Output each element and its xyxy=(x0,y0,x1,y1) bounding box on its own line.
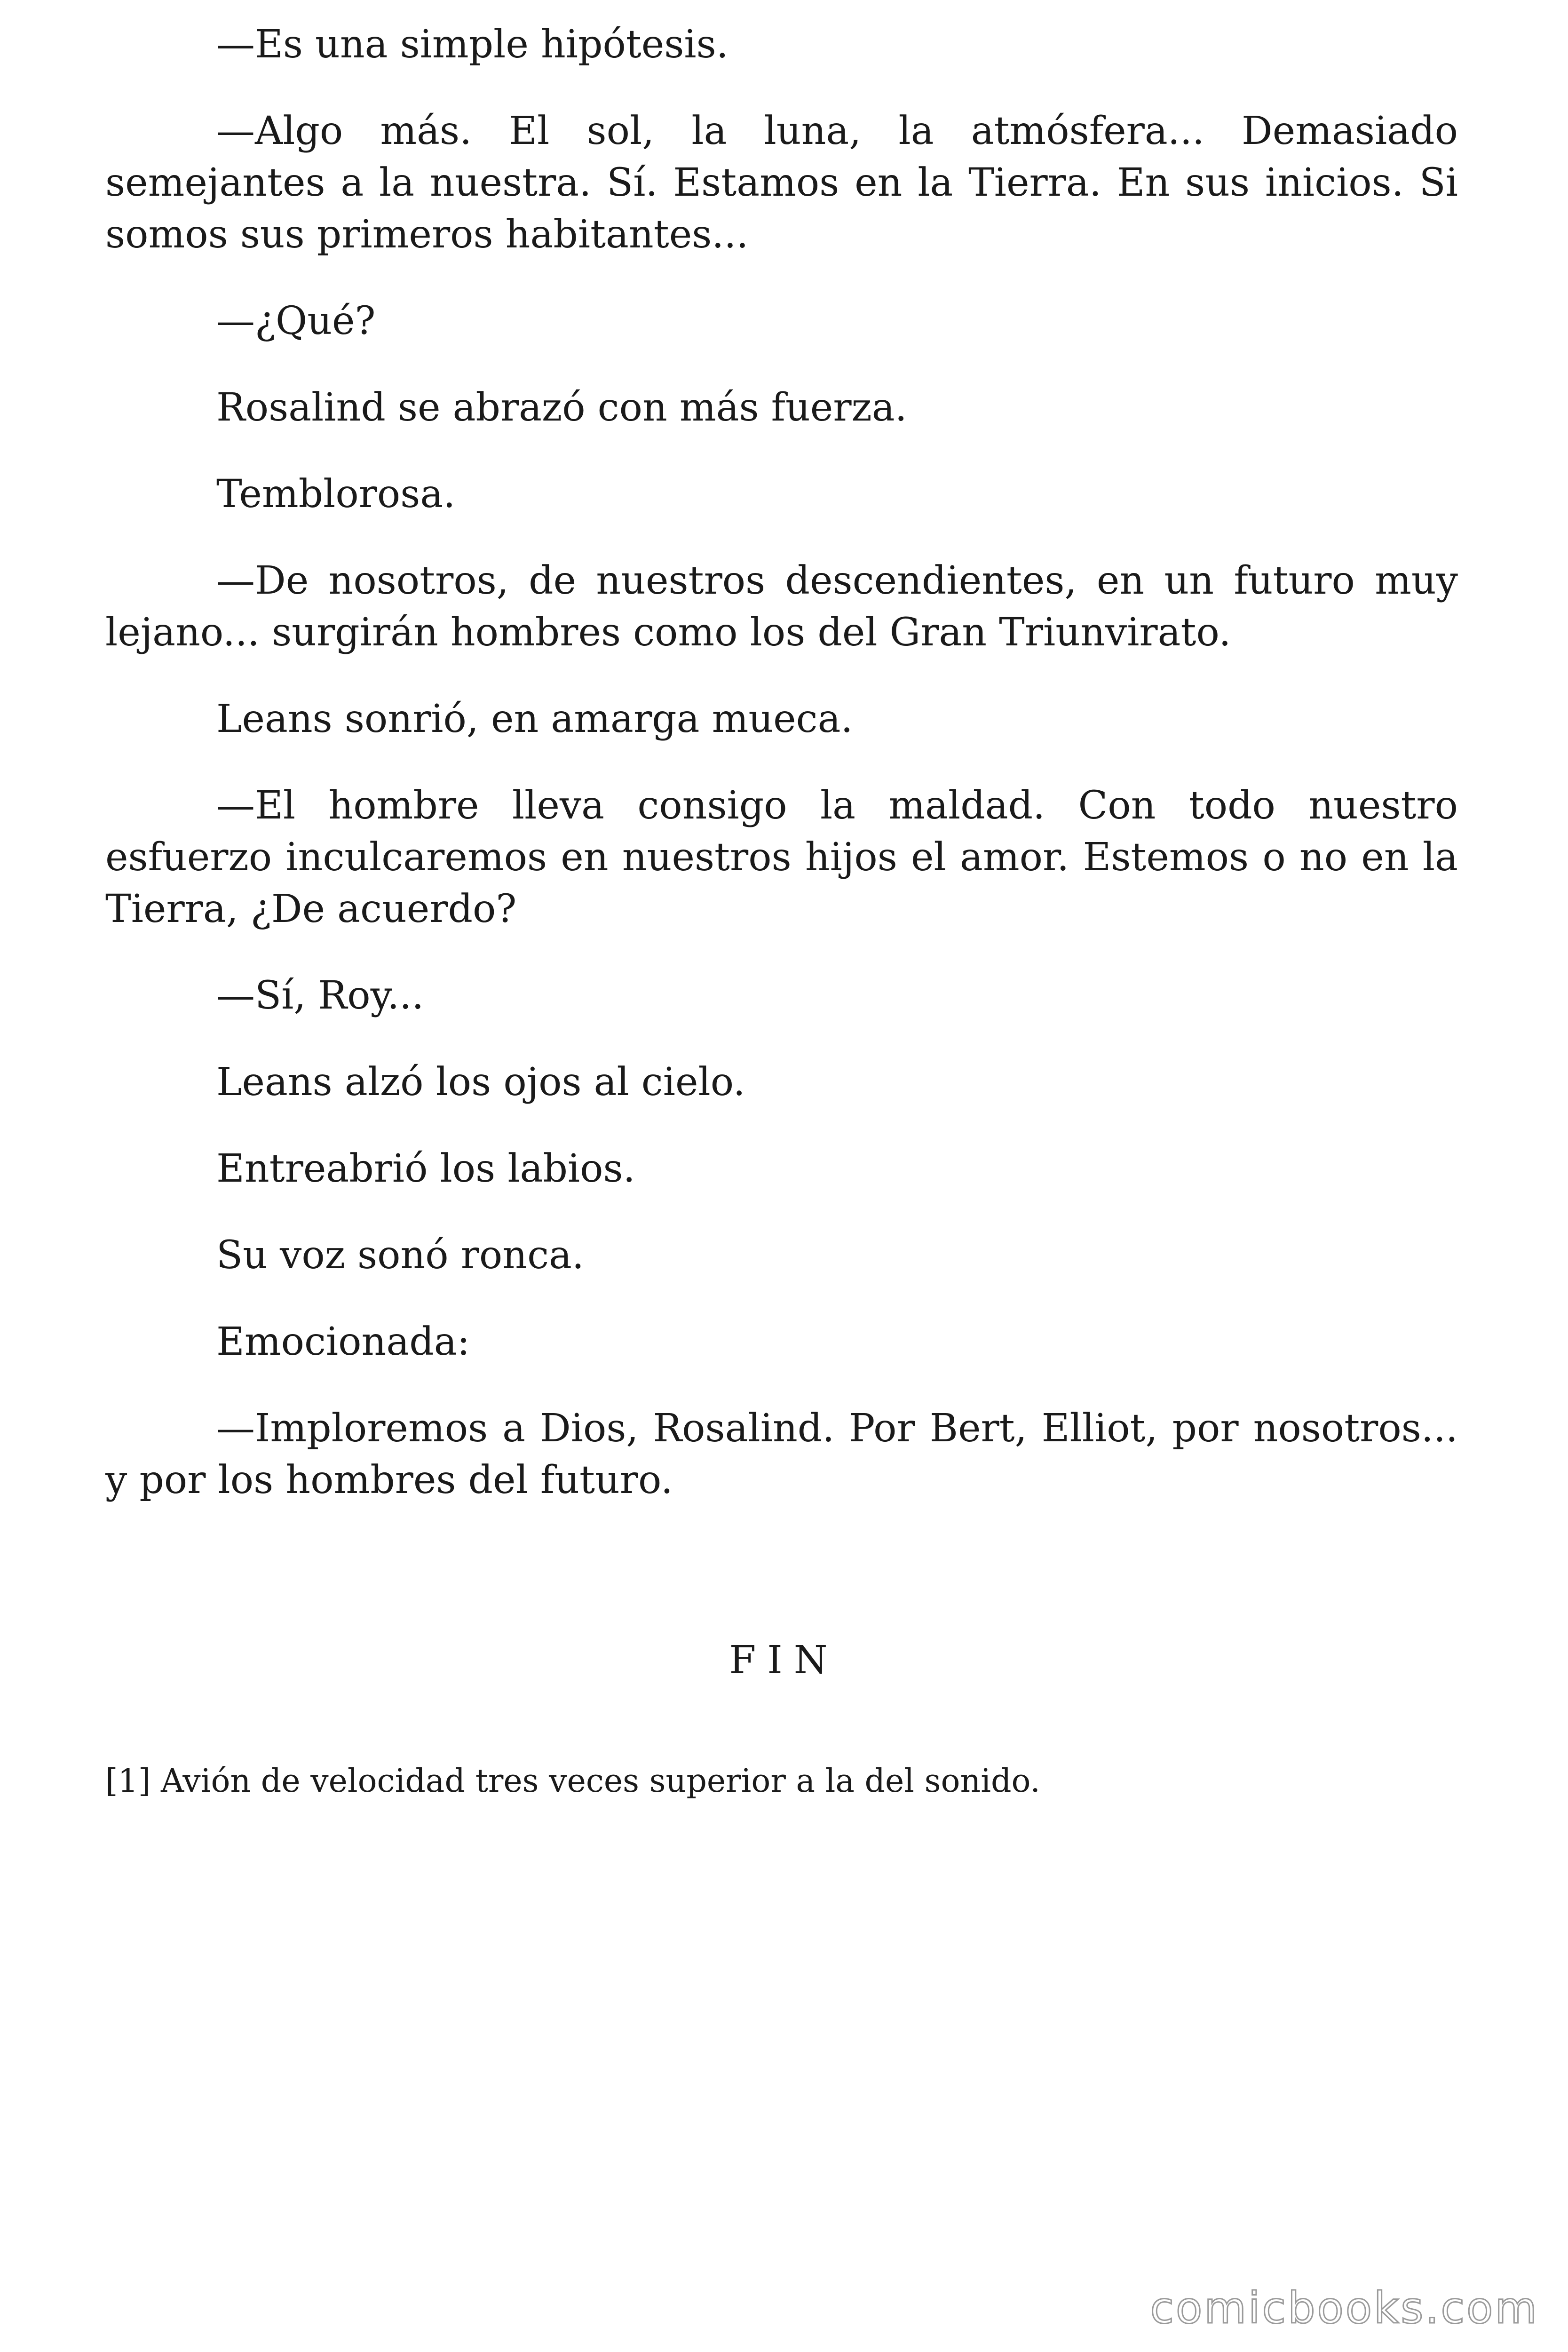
paragraph: Entreabrió los labios. xyxy=(216,1146,635,1191)
paragraph: —Sí, Roy... xyxy=(216,973,424,1018)
paragraph: —De nosotros, de nuestros descendientes, en un futuro muy lejano... surgirán hombres como los del Gran Triunvirato. xyxy=(105,558,1458,655)
paragraph: —Imploremos a Dios, Rosalind. Por Bert, Elliot, por nosotros... y por los hombres del futuro. xyxy=(105,1406,1458,1502)
paragraph: Su voz sonó ronca. xyxy=(216,1233,584,1278)
paragraph: Leans sonrió, en amarga mueca. xyxy=(216,697,853,741)
paragraph: Temblorosa. xyxy=(216,472,456,516)
paragraph: —Algo más. El sol, la luna, la atmósfera... Demasiado semejantes a la nuestra. Sí. Estamos en la Tierra. En sus inicios. Si somos sus primeros habitantes... xyxy=(105,109,1458,257)
paragraph: Emocionada: xyxy=(216,1319,470,1364)
paragraph: —Es una simple hipótesis. xyxy=(216,22,729,67)
paragraph: —El hombre lleva consigo la maldad. Con todo nuestro esfuerzo inculcaremos en nuestros hijos el amor. Estemos o no en la Tierra, ¿De acuerdo? xyxy=(105,783,1458,931)
paragraph: —¿Qué? xyxy=(216,299,376,343)
story-text xyxy=(105,19,1458,1506)
paragraph: Leans alzó los ojos al cielo. xyxy=(216,1060,745,1104)
paragraph: Rosalind se abrazó con más fuerza. xyxy=(216,385,907,430)
footnote: [1] Avión de velocidad tres veces superior a la del sonido. xyxy=(105,1763,1040,1800)
watermark-logo: comicbooks.com xyxy=(1150,2283,1539,2333)
end-marker: FIN xyxy=(729,1638,839,1683)
